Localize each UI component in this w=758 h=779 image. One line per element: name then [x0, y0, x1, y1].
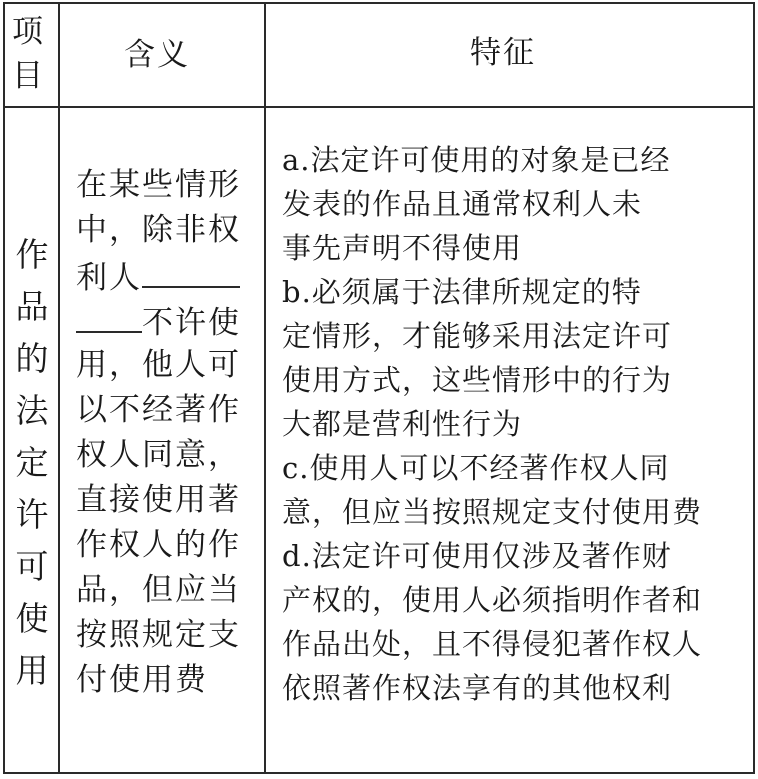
feature-line: b.必须属于法律所规定的特 [282, 275, 642, 309]
header-item-line1: 项 [12, 14, 44, 50]
header-meaning-cell: 含义 [124, 37, 190, 73]
definition-line: 品，但应当 [76, 572, 241, 608]
features-cell [282, 138, 748, 710]
definition-line4-suffix: 不许使 [142, 305, 241, 341]
feature-line: 意，但应当按照规定支付使用费 [282, 495, 703, 529]
item-char: 定 [15, 443, 49, 482]
definition-line: 以不经著作 [76, 392, 241, 428]
item-cell-vertical-text [12, 235, 52, 706]
item-char: 的 [15, 339, 49, 378]
item-char: 品 [15, 287, 49, 326]
item-char: 许 [15, 495, 49, 534]
definition-line3-prefix: 利人 [76, 260, 142, 296]
header-item-line2: 目 [12, 58, 44, 94]
item-char: 可 [15, 547, 49, 586]
definition-line [76, 301, 241, 343]
definition-line: 直接使用著 [76, 482, 241, 518]
feature-line: 依照著作权法享有的其他权利 [282, 671, 673, 705]
feature-line: c.使用人可以不经著作权人同 [282, 451, 670, 485]
feature-line: 产权的，使用人必须指明作者和 [282, 583, 703, 617]
column-divider-1 [58, 2, 60, 774]
table-left-border [3, 2, 5, 774]
header-feature-cell: 特征 [470, 35, 536, 71]
definition-line: 按照规定支 [76, 617, 241, 653]
fill-in-blank [76, 301, 142, 333]
table-right-border [753, 2, 755, 774]
definition-line [76, 256, 240, 298]
definition-line: 权人同意， [76, 437, 241, 473]
item-char: 使 [15, 599, 49, 638]
feature-line: 大都是营利性行为 [282, 407, 523, 441]
definition-cell [76, 166, 256, 726]
feature-line: 定情形，才能够采用法定许可 [282, 319, 673, 353]
definition-line: 作权人的作 [76, 527, 241, 563]
feature-line: d.法定许可使用仅涉及著作财 [282, 539, 672, 573]
feature-line: 发表的作品且通常权利人未 [282, 187, 643, 221]
item-char: 法 [15, 391, 49, 430]
table-top-border [3, 2, 755, 4]
item-char: 作 [15, 235, 49, 274]
feature-line: 事先声明不得使用 [282, 231, 523, 265]
definition-line: 付使用费 [76, 662, 208, 698]
definition-line: 中，除非权 [76, 212, 241, 248]
feature-line: 作品出处，且不得侵犯著作权人 [282, 627, 703, 661]
feature-line: a.法定许可使用的对象是已经 [282, 143, 671, 177]
definition-line: 用，他人可 [76, 347, 241, 383]
header-row-divider [3, 106, 755, 108]
header-item-cell [12, 10, 44, 98]
definition-line: 在某些情形 [76, 167, 241, 203]
column-divider-2 [264, 2, 266, 774]
feature-line: 使用方式，这些情形中的行为 [282, 363, 673, 397]
item-char: 用 [15, 651, 49, 690]
fill-in-blank [142, 256, 240, 288]
table-bottom-border [3, 772, 755, 774]
